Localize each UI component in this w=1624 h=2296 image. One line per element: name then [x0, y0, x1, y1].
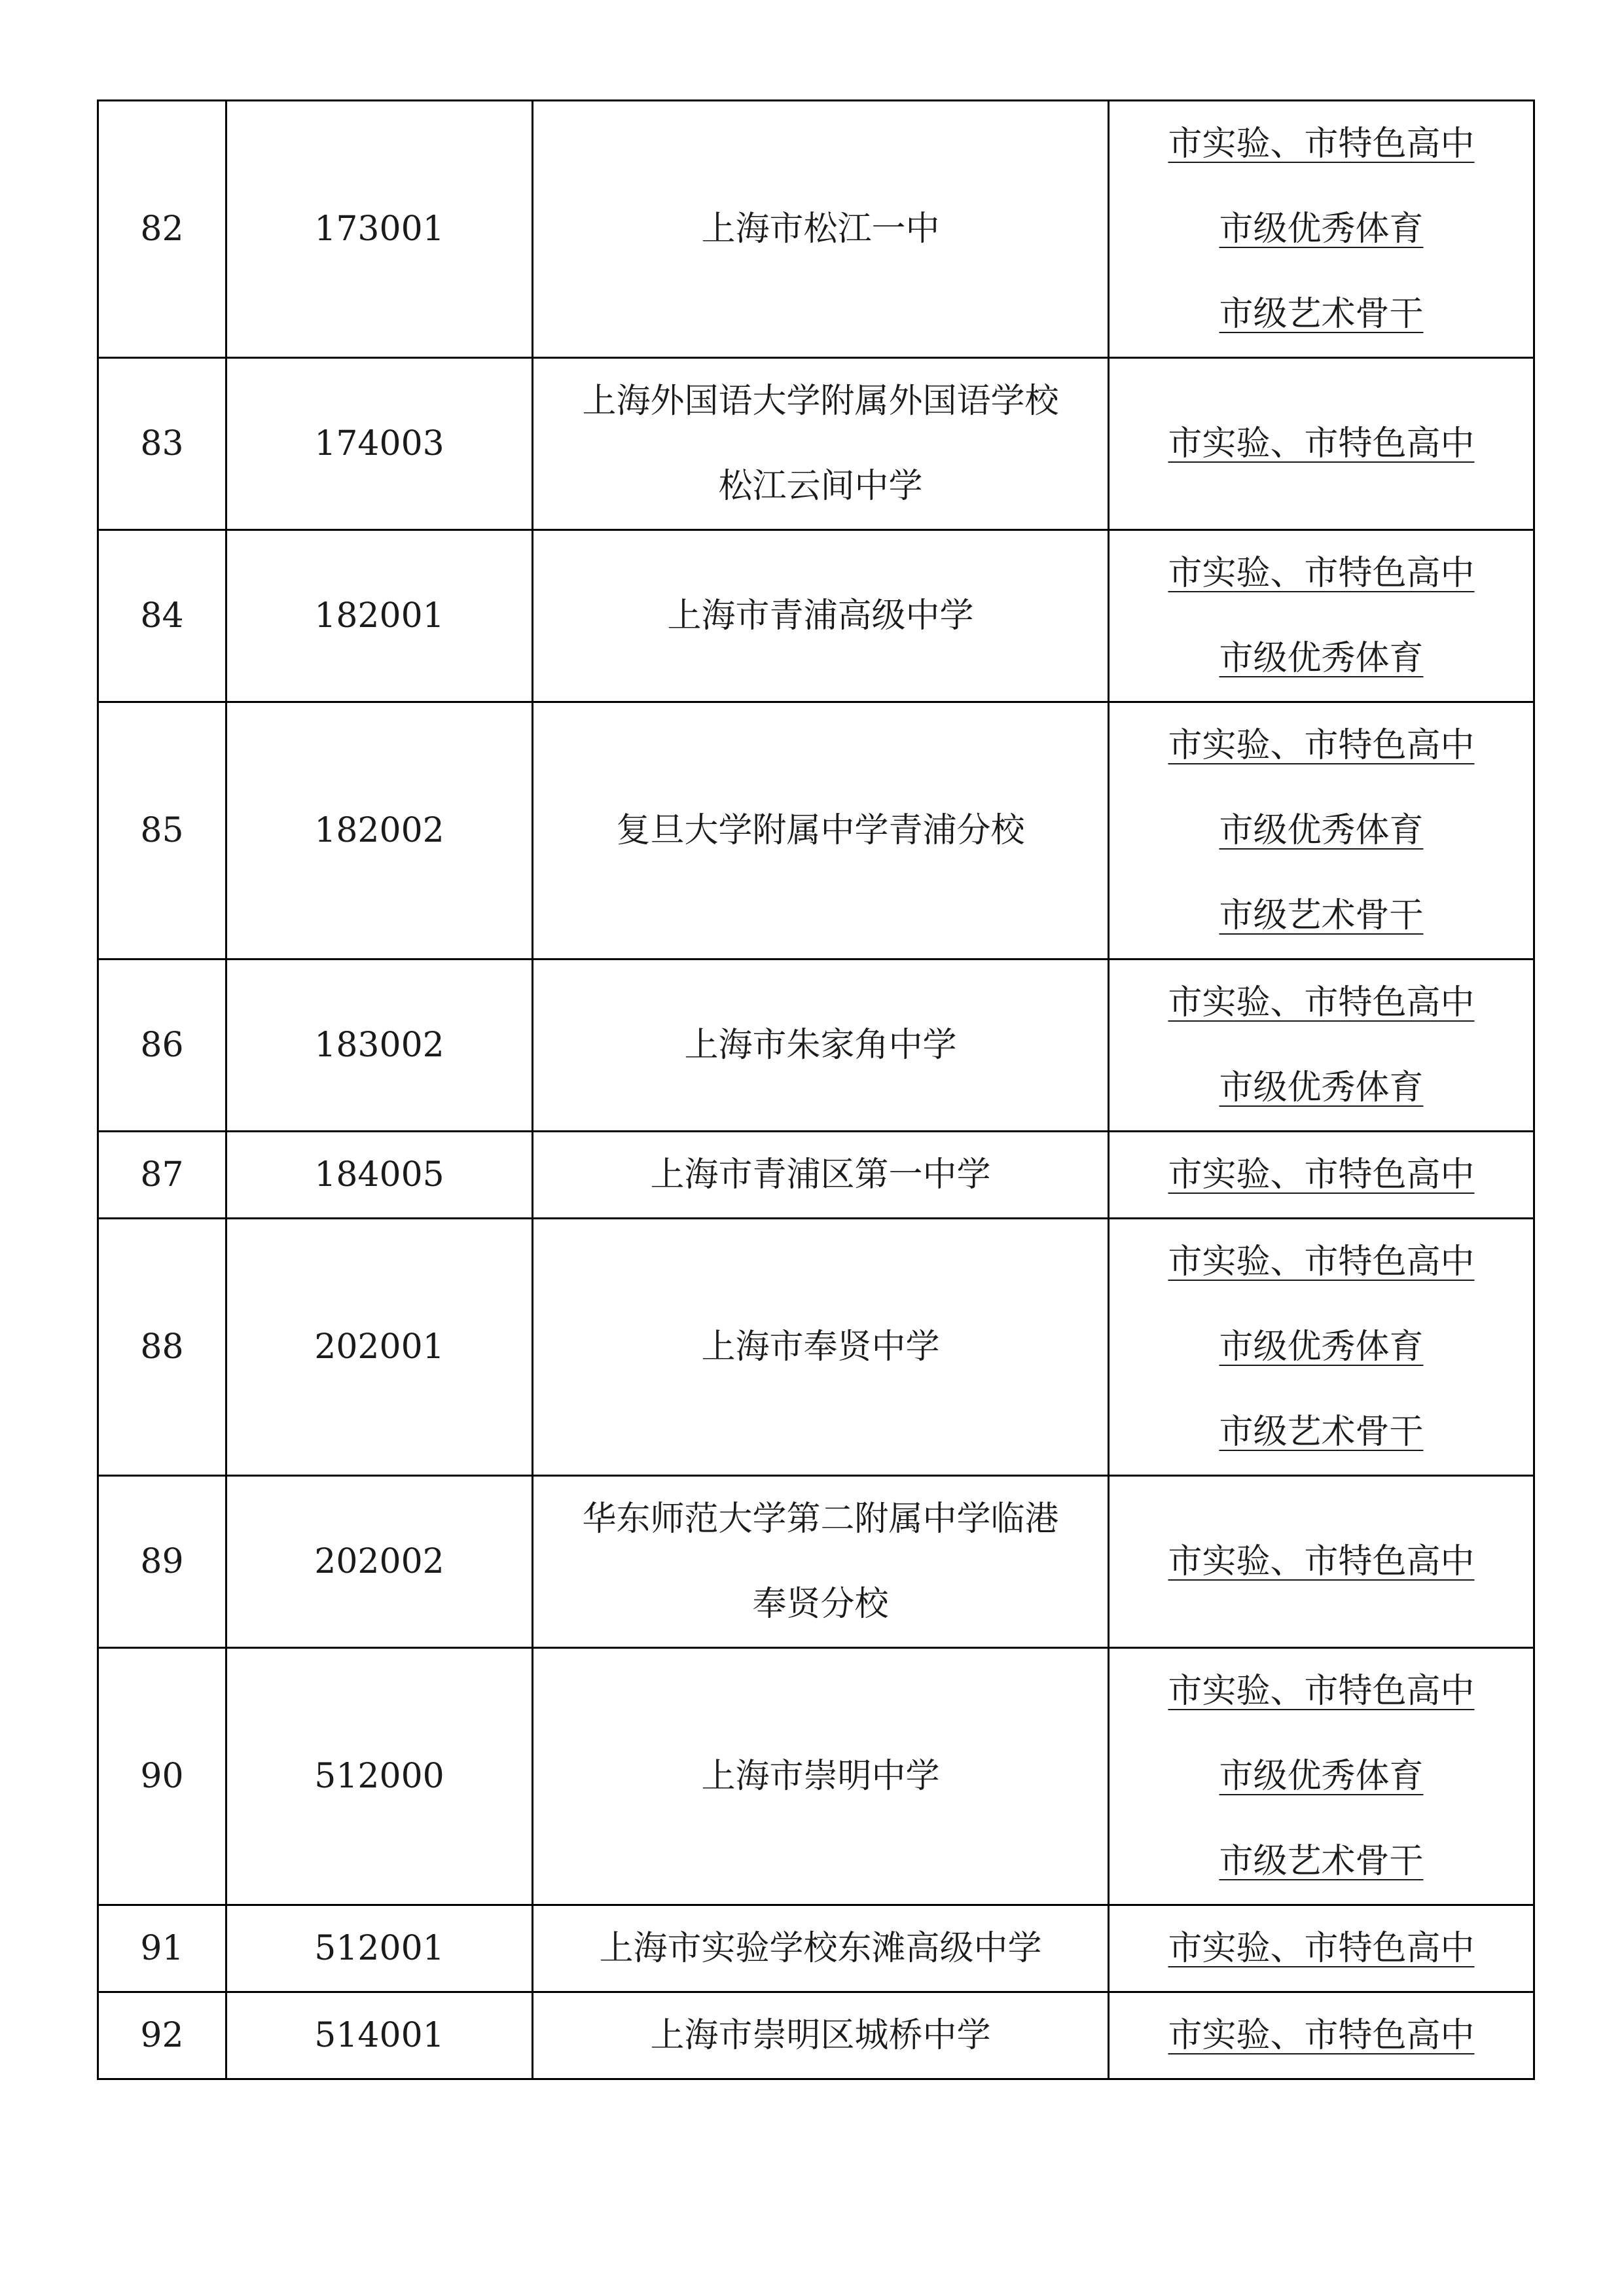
row-number: 85 [98, 702, 226, 960]
designation-line [1110, 1993, 1533, 2078]
school-name-line: 上海市青浦区第一中学 [650, 1155, 991, 1194]
designation-line [1110, 1045, 1533, 1130]
designation-link[interactable]: 市实验、市特色高中 [1168, 1672, 1475, 1711]
school-name [533, 1905, 1109, 1992]
school-name-line: 上海市青浦高级中学 [667, 596, 974, 636]
school-name-line: 松江云间中学 [718, 467, 923, 506]
table-row [98, 1905, 1534, 1992]
designation-cell [1109, 530, 1534, 702]
row-number: 89 [98, 1476, 226, 1648]
designation-line [1110, 1519, 1533, 1604]
row-number: 83 [98, 358, 226, 530]
designation-cell [1109, 702, 1534, 960]
designation-cell [1109, 358, 1534, 530]
designation-line [1110, 873, 1533, 958]
school-code: 514001 [226, 1992, 533, 2079]
designation-link[interactable]: 市级艺术骨干 [1219, 295, 1424, 334]
school-code: 184005 [226, 1132, 533, 1219]
school-name-line: 奉贤分校 [752, 1585, 889, 1624]
row-number: 82 [98, 101, 226, 358]
designation-link[interactable]: 市级优秀体育 [1219, 209, 1424, 249]
school-name-line: 上海市松江一中 [701, 209, 940, 249]
designation-line [1110, 531, 1533, 616]
school-name-line: 复旦大学附属中学青浦分校 [616, 811, 1025, 850]
designation-cell [1109, 1132, 1534, 1219]
row-number: 87 [98, 1132, 226, 1219]
designation-link[interactable]: 市实验、市特色高中 [1168, 1242, 1475, 1282]
designation-link[interactable]: 市级艺术骨干 [1219, 1412, 1424, 1452]
school-name-line: 上海市实验学校东滩高级中学 [599, 1929, 1042, 1968]
designation-cell [1109, 1476, 1534, 1648]
school-name-line: 上海市奉贤中学 [701, 1327, 940, 1367]
designation-cell [1109, 101, 1534, 358]
row-number: 88 [98, 1219, 226, 1476]
school-name [533, 702, 1109, 960]
table-row [98, 1219, 1534, 1476]
designation-link[interactable]: 市实验、市特色高中 [1168, 1155, 1475, 1194]
table-row [98, 960, 1534, 1132]
school-code: 512000 [226, 1648, 533, 1905]
school-name [533, 530, 1109, 702]
designation-cell [1109, 1905, 1534, 1992]
row-number: 92 [98, 1992, 226, 2079]
designation-link[interactable]: 市实验、市特色高中 [1168, 983, 1475, 1022]
school-code: 182001 [226, 530, 533, 702]
designation-line [1110, 788, 1533, 873]
designation-line [1110, 187, 1533, 272]
school-name-line: 华东师范大学第二附属中学临港 [582, 1499, 1059, 1539]
table-body [98, 101, 1534, 2079]
school-code: 183002 [226, 960, 533, 1132]
school-name-line: 上海市崇明区城桥中学 [650, 2016, 991, 2055]
school-code: 174003 [226, 358, 533, 530]
designation-link[interactable]: 市实验、市特色高中 [1168, 124, 1475, 164]
row-number: 84 [98, 530, 226, 702]
row-number: 86 [98, 960, 226, 1132]
designation-link[interactable]: 市实验、市特色高中 [1168, 1929, 1475, 1968]
designation-link[interactable]: 市实验、市特色高中 [1168, 2016, 1475, 2055]
school-code: 202002 [226, 1476, 533, 1648]
row-number: 91 [98, 1905, 226, 1992]
table-row [98, 530, 1534, 702]
designation-link[interactable]: 市级艺术骨干 [1219, 1842, 1424, 1881]
designation-link[interactable]: 市实验、市特色高中 [1168, 424, 1475, 463]
school-name [533, 358, 1109, 530]
school-name-line: 上海市朱家角中学 [684, 1026, 957, 1065]
designation-line [1110, 1132, 1533, 1217]
table-row [98, 1132, 1534, 1219]
designation-line [1110, 1304, 1533, 1390]
designation-cell [1109, 960, 1534, 1132]
designation-line [1110, 401, 1533, 486]
designation-cell [1109, 1219, 1534, 1476]
designation-link[interactable]: 市实验、市特色高中 [1168, 554, 1475, 593]
designation-link[interactable]: 市级优秀体育 [1219, 1327, 1424, 1367]
designation-link[interactable]: 市级优秀体育 [1219, 639, 1424, 678]
table-row [98, 358, 1534, 530]
designation-link[interactable]: 市级优秀体育 [1219, 1068, 1424, 1107]
school-name [533, 1132, 1109, 1219]
school-code: 182002 [226, 702, 533, 960]
designation-line [1110, 1219, 1533, 1304]
school-code: 202001 [226, 1219, 533, 1476]
designation-link[interactable]: 市级艺术骨干 [1219, 896, 1424, 935]
school-name [533, 1648, 1109, 1905]
designation-line [1110, 101, 1533, 187]
designation-line [1110, 1649, 1533, 1734]
table-row [98, 101, 1534, 358]
designation-line [1110, 703, 1533, 788]
school-name [533, 101, 1109, 358]
school-name [533, 1219, 1109, 1476]
table-row [98, 1648, 1534, 1905]
school-code: 512001 [226, 1905, 533, 1992]
school-code: 173001 [226, 101, 533, 358]
designation-line [1110, 960, 1533, 1045]
school-name-line: 上海外国语大学附属外国语学校 [582, 382, 1059, 421]
designation-line [1110, 1734, 1533, 1819]
school-table [97, 99, 1535, 2080]
table-row [98, 702, 1534, 960]
row-number: 90 [98, 1648, 226, 1905]
designation-line [1110, 616, 1533, 701]
designation-link[interactable]: 市级优秀体育 [1219, 811, 1424, 850]
school-name [533, 1992, 1109, 2079]
school-name-line: 上海市崇明中学 [701, 1757, 940, 1796]
designation-link[interactable]: 市级优秀体育 [1219, 1757, 1424, 1796]
designation-line [1110, 1819, 1533, 1904]
designation-line [1110, 1390, 1533, 1475]
designation-link[interactable]: 市实验、市特色高中 [1168, 726, 1475, 765]
school-name [533, 960, 1109, 1132]
designation-link[interactable]: 市实验、市特色高中 [1168, 1542, 1475, 1581]
designation-cell [1109, 1992, 1534, 2079]
table-row [98, 1992, 1534, 2079]
designation-cell [1109, 1648, 1534, 1905]
school-name [533, 1476, 1109, 1648]
designation-line [1110, 1906, 1533, 1991]
table-row [98, 1476, 1534, 1648]
designation-line [1110, 272, 1533, 357]
